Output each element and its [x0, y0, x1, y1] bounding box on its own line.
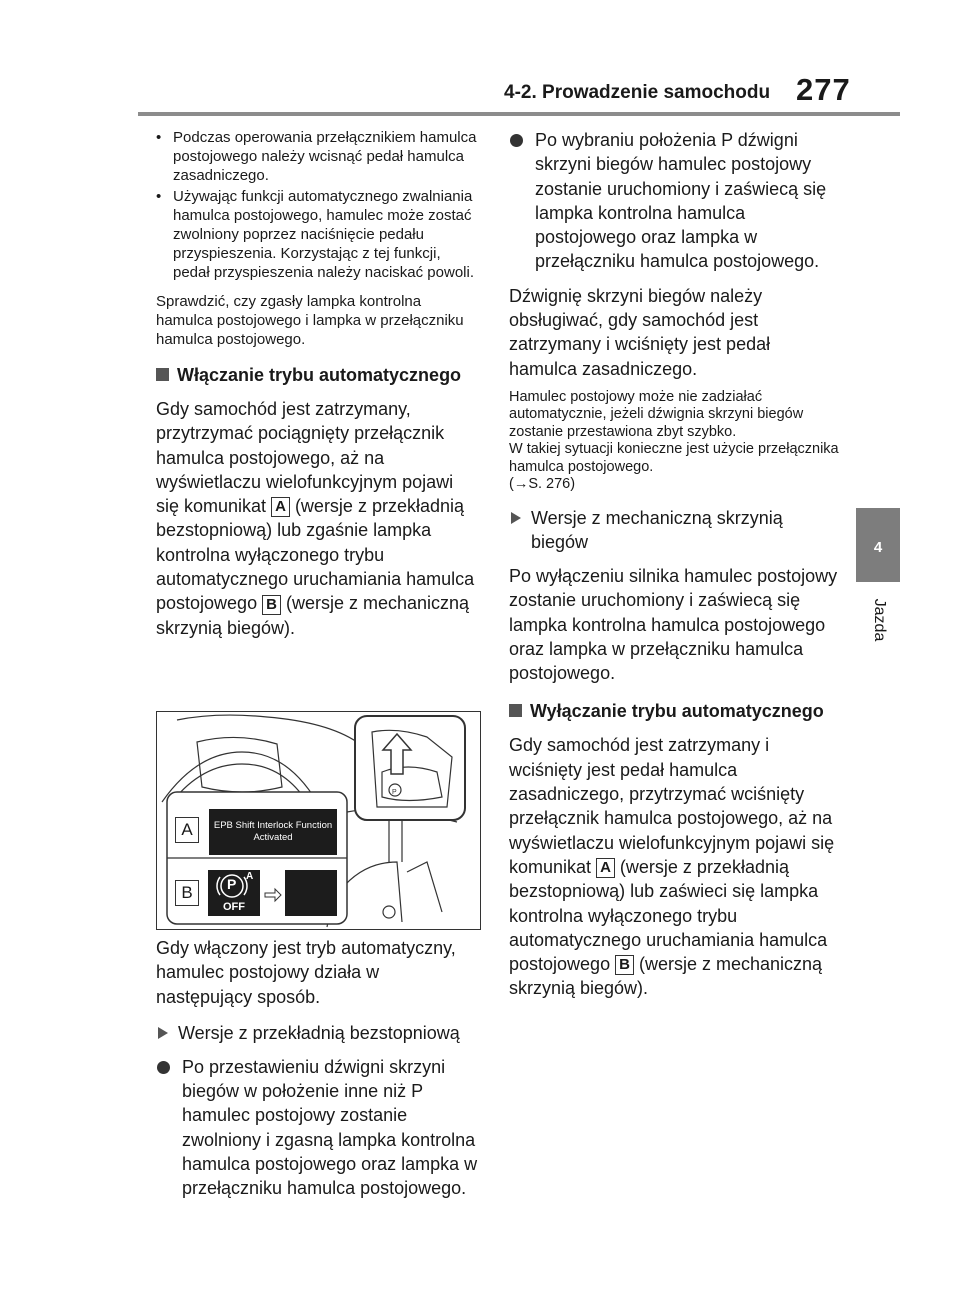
message-line: Activated — [253, 832, 293, 843]
label-b-badge: B — [262, 595, 281, 615]
body-text: (wersje z przekładnią bezstopniową) lub zgaśnie lampka kontrolna wyłączonego trybu automatycznego uruchamiania hamulca postojowego — [156, 496, 475, 614]
left-column — [156, 128, 480, 640]
note-line: W takiej sytuacji konieczne jest użycie przełącznika hamulca postojowego. — [509, 441, 839, 475]
label-a-badge: A — [596, 858, 615, 878]
triangle-bullet-icon — [511, 512, 521, 524]
figure-label-b: B — [175, 880, 199, 906]
shift-paragraph: Dźwignię skrzyni biegów należy obsługiwać, gdy samochód jest zatrzymany i wciśnięty jest pedał hamulca zasadniczego. — [509, 285, 771, 379]
square-bullet-icon — [156, 368, 169, 381]
body-text: Gdy samochód jest zatrzymany, przytrzymać pociągnięty przełącznik hamulca postojowego, aż na wyświetlaczu wielofunkcyjnym pojawi się komunikat — [156, 399, 454, 517]
svg-text:P: P — [392, 789, 397, 796]
bullet-text: Po wybraniu położenia P dźwigni skrzyni biegów hamulec postojowy zostanie uruchomiony i zaświecą się lampka kontrolna hamulca postojowego oraz lampka w przełączniku hamulca postojowego. — [535, 130, 827, 272]
circle-bullet-icon — [157, 1061, 170, 1074]
epb-message-display — [209, 809, 337, 855]
section-heading — [156, 363, 480, 387]
bullet-text: Po przestawieniu dźwigni skrzyni biegów w położenie inne niż P hamulec postojowy zostanie zwolniony i zgasną lampka kontrolna hamulca postojowego oraz lampka w przełączniku hamulca postojowego. — [182, 1056, 478, 1199]
message-line: EPB Shift Interlock Function — [213, 820, 333, 831]
heading-text: Włączanie trybu automatycznego — [177, 365, 462, 385]
variant-text: Wersje z mechaniczną skrzynią biegów — [531, 507, 783, 552]
chapter-label — [866, 590, 892, 650]
body-text: (wersje z mechaniczną skrzynią biegów). — [509, 954, 823, 999]
variant-heading — [509, 506, 839, 554]
bullet-dot-icon: • — [156, 188, 162, 205]
circle-bullet-icon — [510, 134, 523, 147]
body-text: (wersje z mechaniczną skrzynią biegów). — [156, 593, 470, 638]
variant-text: Wersje z przekładnią bezstopniową — [178, 1022, 460, 1043]
bullet-dot-icon: • — [156, 129, 162, 146]
indicator-off-display — [285, 870, 337, 916]
right-column — [509, 128, 839, 1001]
body-text: (wersje z przekładnią bezstopniową) lub zaświeci się lampka kontrolna wyłączonego trybu automatycznego uruchamiania hamulca postojowego — [509, 856, 828, 975]
label-a-badge: A — [271, 497, 290, 517]
note-text: Używając funkcji automatycznego zwalniania hamulca postojowego, hamulec może zostać zwolniony poprzez naciśnięcie pedału przyspieszenia. Korzystając z tej funkcji, pedał przyspieszenia należy naciskać powoli. — [173, 188, 474, 281]
mode-description: Gdy włączony jest tryb automatyczny, hamulec postojowy działa w następujący sposób. — [156, 938, 456, 1007]
note-item — [156, 128, 480, 185]
header-rule — [138, 112, 900, 116]
note-block — [509, 389, 839, 494]
variant-heading — [156, 1021, 480, 1045]
square-bullet-icon — [509, 704, 522, 717]
chapter-tab: 4 — [856, 508, 900, 582]
chapter-label-text: Jazda — [871, 598, 888, 642]
check-paragraph: Sprawdzić, czy zgasły lampka kontrolna hamulca postojowego i lampka w przełączniku hamulca postojowego. — [156, 293, 464, 348]
triangle-bullet-icon — [158, 1027, 168, 1039]
body-text: Gdy samochód jest zatrzymany i wciśnięty jest pedał hamulca zasadniczego, przytrzymać wciśnięty przełącznik hamulca postojowego, aż na wyświetlaczu wielofunkcyjnym pojawi się komunikat — [509, 735, 835, 877]
page-number: 277 — [796, 72, 851, 107]
manual-paragraph: Po wyłączeniu silnika hamulec postojowy zostanie uruchomiony i zaświecą się lampka kontrolna hamulca postojowego oraz lampka w przełączniku hamulca postojowego. — [509, 565, 838, 684]
epb-auto-off-indicator — [208, 870, 260, 916]
dashboard-illustration — [156, 711, 481, 930]
enable-instructions — [156, 397, 480, 640]
note-line: Hamulec postojowy może nie zadziałać automatycznie, jeżeli dźwignia skrzyni biegów zostanie przestawiona zbyt szybko. — [509, 388, 804, 440]
epb-letter-a: A — [246, 871, 254, 882]
note-item — [156, 187, 480, 282]
figure-label-a: A — [175, 817, 199, 843]
section-heading — [509, 699, 839, 723]
epb-letter-p: P — [227, 876, 237, 892]
page-reference: (→S. 276) — [509, 476, 576, 493]
bullet-item — [509, 128, 839, 274]
label-b-badge: B — [615, 955, 634, 975]
epb-off-text: OFF — [223, 901, 245, 913]
note-text: Podczas operowania przełącznikiem hamulca postojowego należy wcisnąć pedał hamulca zasadniczego. — [173, 129, 477, 184]
heading-text: Wyłączanie trybu automatycznego — [530, 701, 824, 722]
bullet-item — [156, 1055, 480, 1201]
disable-instructions — [509, 733, 839, 1000]
section-title: 4-2. Prowadzenie samochodu — [504, 82, 771, 103]
left-column-lower — [156, 936, 480, 1201]
